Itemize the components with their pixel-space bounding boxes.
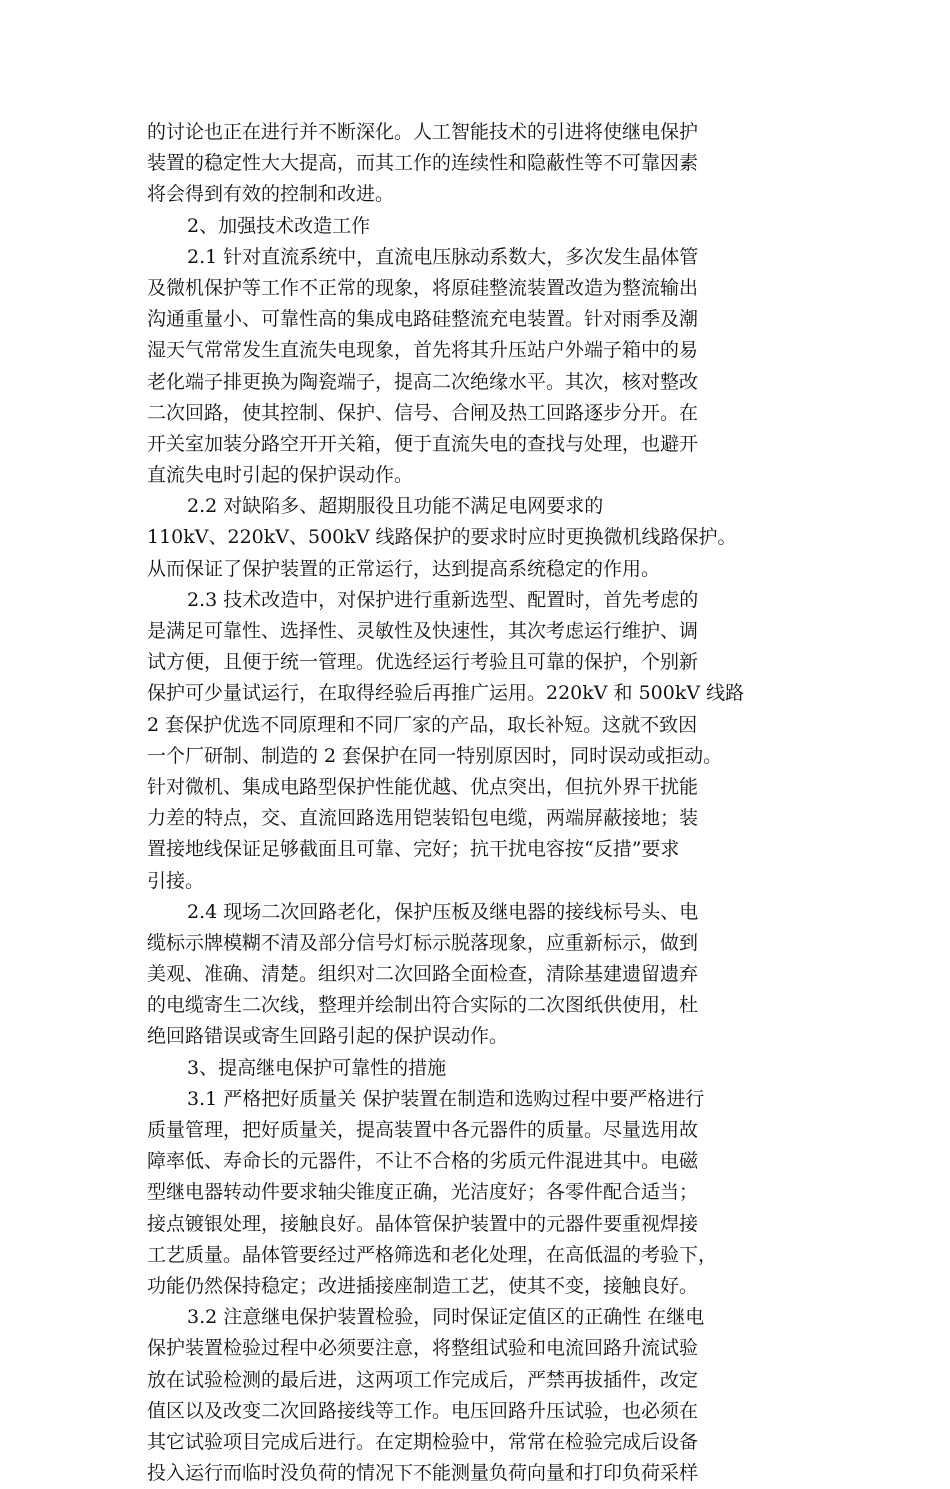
text-line: 投入运行而临时没负荷的情况下不能测量负荷向量和打印负荷采样 bbox=[147, 1462, 699, 1485]
text-line: 110kV、220kV、500kV 线路保护的要求时应时更换微机线路保护。 bbox=[147, 526, 737, 549]
body-text bbox=[147, 117, 807, 1489]
text-line: 工艺质量。晶体管要经过严格筛选和老化处理，在高低温的考验下， bbox=[147, 1243, 718, 1266]
text-line: 放在试验检测的最后进，这两项工作完成后，严禁再拔插件，改定 bbox=[147, 1368, 699, 1391]
text-line: 美观、准确、清楚。组织对二次回路全面检查，清除基建遗留遗弃 bbox=[147, 963, 699, 986]
text-line: 装置的稳定性大大提高，而其工作的连续性和隐蔽性等不可靠因素 bbox=[147, 152, 699, 175]
text-line: 针对微机、集成电路型保护性能优越、优点突出，但抗外界干扰能 bbox=[147, 775, 699, 798]
paragraph-start-line: 2.1 针对直流系统中，直流电压脉动系数大，多次发生晶体管 bbox=[187, 245, 699, 268]
text-line: 置接地线保证足够截面且可靠、完好；抗干扰电容按“反措”要求 bbox=[147, 838, 680, 861]
paragraph-start-line: 2、加强技术改造工作 bbox=[187, 214, 371, 237]
text-line: 保护可少量试运行，在取得经验后再推广运用。220kV 和 500kV 线路 bbox=[147, 682, 745, 705]
text-line: 力差的特点，交、直流回路选用铠装铅包电缆，两端屏蔽接地；装 bbox=[147, 807, 699, 830]
text-line: 开关室加装分路空开开关箱，便于直流失电的查找与处理，也避开 bbox=[147, 432, 699, 455]
text-line: 缆标示牌模糊不清及部分信号灯标示脱落现象，应重新标示，做到 bbox=[147, 931, 699, 954]
paragraph-start-line: 2.4 现场二次回路老化，保护压板及继电器的接线标号头、电 bbox=[187, 900, 699, 923]
text-line: 将会得到有效的控制和改进。 bbox=[147, 183, 395, 206]
text-line: 一个厂研制、制造的 2 套保护在同一特别原因时，同时误动或拒动。 bbox=[147, 744, 723, 767]
text-line: 值区以及改变二次回路接线等工作。电压回路升压试验，也必须在 bbox=[147, 1399, 699, 1422]
text-line: 湿天气常常发生直流失电现象，首先将其升压站户外端子箱中的易 bbox=[147, 339, 699, 362]
text-line: 引接。 bbox=[147, 869, 205, 892]
paragraph-start-line: 3.1 严格把好质量关 保护装置在制造和选购过程中要严格进行 bbox=[187, 1087, 705, 1110]
paragraph-start-line: 3.2 注意继电保护装置检验，同时保证定值区的正确性 在继电 bbox=[187, 1306, 705, 1329]
text-line: 功能仍然保持稳定；改进插接座制造工艺，使其不变，接触良好。 bbox=[147, 1274, 699, 1297]
text-line: 型继电器转动件要求轴尖锥度正确，光洁度好；各零件配合适当； bbox=[147, 1181, 699, 1204]
text-line: 的讨论也正在进行并不断深化。人工智能技术的引进将使继电保护 bbox=[147, 121, 699, 143]
paragraph-start-line: 3、提高继电保护可靠性的措施 bbox=[187, 1056, 447, 1079]
text-line: 质量管理，把好质量关，提高装置中各元器件的质量。尽量选用故 bbox=[147, 1119, 699, 1141]
text-line: 及微机保护等工作不正常的现象，将原硅整流装置改造为整流输出 bbox=[147, 276, 699, 299]
text-line: 2 套保护优选不同原理和不同厂家的产品，取长补短。这就不致因 bbox=[147, 713, 698, 736]
text-line: 二次回路，使其控制、保护、信号、合闸及热工回路逐步分开。在 bbox=[147, 401, 699, 424]
text-line: 保护装置检验过程中必须要注意，将整组试验和电流回路升流试验 bbox=[147, 1337, 699, 1360]
text-line: 其它试验项目完成后进行。在定期检验中，常常在检验完成后设备 bbox=[147, 1430, 699, 1453]
paragraph-start-line: 2.2 对缺陷多、超期服役且功能不满足电网要求的 bbox=[187, 495, 604, 518]
text-line: 直流失电时引起的保护误动作。 bbox=[147, 464, 414, 487]
text-line: 从而保证了保护装置的正常运行，达到提高系统稳定的作用。 bbox=[147, 557, 661, 580]
text-line: 绝回路错误或寄生回路引起的保护误动作。 bbox=[147, 1025, 509, 1048]
text-line: 是满足可靠性、选择性、灵敏性及快速性，其次考虑运行维护、调 bbox=[147, 620, 699, 642]
paragraph-start-line: 2.3 技术改造中，对保护进行重新选型、配置时，首先考虑的 bbox=[187, 588, 699, 611]
text-line: 的电缆寄生二次线，整理并绘制出符合实际的二次图纸供使用，杜 bbox=[147, 994, 699, 1017]
text-line: 试方便，且便于统一管理。优选经运行考验且可靠的保护，个别新 bbox=[147, 651, 699, 674]
text-line: 沟通重量小、可靠性高的集成电路硅整流充电装置。针对雨季及潮 bbox=[147, 308, 699, 331]
text-line: 老化端子排更换为陶瓷端子，提高二次绝缘水平。其次，核对整改 bbox=[147, 370, 699, 393]
text-line: 障率低、寿命长的元器件，不让不合格的劣质元件混进其中。电磁 bbox=[147, 1150, 699, 1173]
text-line: 接点镀银处理，接触良好。晶体管保护装置中的元器件要重视焊接 bbox=[147, 1212, 699, 1235]
